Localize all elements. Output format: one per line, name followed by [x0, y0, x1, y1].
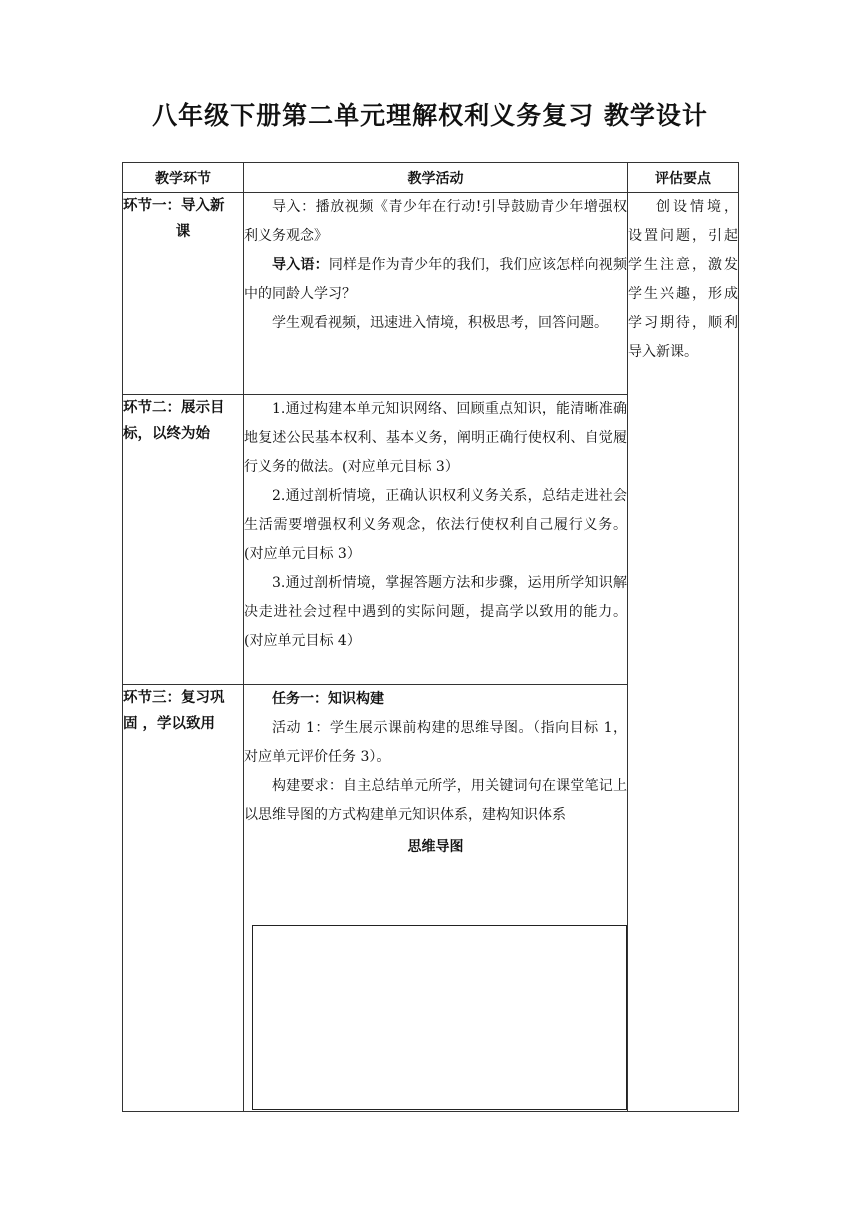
header-stage: 教学环节: [123, 163, 244, 193]
activity-1-lead: [244, 251, 627, 309]
stage-1-cell: [123, 193, 244, 395]
page-title: 八年级下册第二单元理解权利义务复习 教学设计: [152, 101, 708, 130]
objective-1: 1.通过构建本单元知识网络、回顾重点知识，能清晰准确地复述公民基本权利、基本义务，阐明正确行使权利、自觉履行义务的做法。(对应单元目标 3）: [244, 401, 627, 475]
evaluation-text: 创设情境，设置问题，引起学生注意，激发学生兴趣，形成学习期待，顺利导入新课。: [628, 199, 738, 360]
objective-3: 3.通过剖析情境，掌握答题方法和步骤，运用所学知识解决走进社会过程中遇到的实际问题，提高学以致用的能力。(对应单元目标 4）: [244, 575, 627, 649]
table-row-stage-1: [123, 193, 739, 395]
stage-1-line2: 课: [175, 224, 191, 240]
header-evaluation: 评估要点: [628, 163, 739, 193]
task-title: 任务一：知识构建: [272, 691, 384, 707]
header-activity: 教学活动: [244, 163, 628, 193]
stage-2-cell: [123, 395, 244, 685]
lead-label: 导入语：: [272, 257, 329, 273]
mindmap-label: 思维导图: [407, 839, 464, 855]
stage-3-line1: 环节三：复习巩: [123, 690, 225, 706]
stage-2-line2: 标，以终为始: [123, 426, 210, 442]
stage-1-line1: 环节一：导入新: [123, 198, 225, 214]
activity-2-cell: [244, 395, 628, 685]
stage-3-cell: [123, 685, 244, 1112]
lead-text: 同样是作为青少年的我们，我们应该怎样向视频中的同龄人学习？: [244, 257, 628, 302]
activity-1-cell: [244, 193, 628, 395]
activity-1-intro: 导入：播放视频《青少年在行动!引导鼓励青少年增强权利义务观念》: [244, 199, 627, 244]
activity-3-item-2: 构建要求：自主总结单元所学，用关键词句在课堂笔记上以思维导图的方式构建单元知识体系，建构知识体系: [244, 778, 627, 823]
mindmap-box: [252, 925, 627, 1110]
activity-3-item-1: 活动 1：学生展示课前构建的思维导图。（指向目标 1，对应单元评价任务 3）。: [244, 720, 627, 765]
objective-2: 2.通过剖析情境，正确认识权利义务关系，总结走进社会生活需要增强权利义务观念，依法行使权利自己履行义务。(对应单元目标 3）: [244, 488, 627, 562]
activity-1-student: 学生观看视频，迅速进入情境，积极思考，回答问题。: [272, 315, 608, 331]
table-header-row: [123, 163, 739, 193]
evaluation-cell: [628, 193, 739, 1112]
stage-3-line2: 固 ，学以致用: [123, 716, 216, 732]
stage-2-line1: 环节二：展示目: [123, 400, 225, 416]
